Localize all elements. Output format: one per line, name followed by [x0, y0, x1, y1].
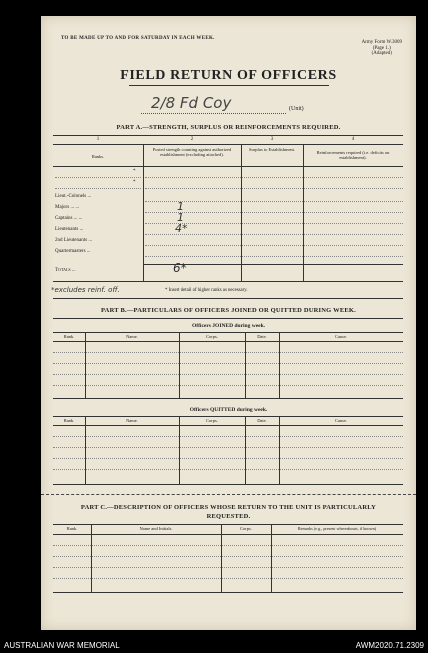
unit-handwritten: 2/8 Fd Coy	[151, 94, 232, 112]
col-num-2: 2	[190, 137, 194, 142]
quitted-vline	[279, 416, 280, 484]
part-c-vline	[221, 524, 222, 592]
rank-row-star-2: *	[133, 180, 136, 185]
quitted-head-rule-top	[53, 416, 403, 417]
credit-accession: AWM2020.71.2309	[355, 641, 424, 650]
col-head-reinforcements: Reinforcements required (i.e. deficits on establishment).	[316, 150, 390, 160]
row-line	[53, 447, 403, 448]
joined-vline	[85, 332, 86, 398]
col-num-3: 3	[270, 137, 274, 142]
joined-vline	[279, 332, 280, 398]
joined-col-date: Date.	[257, 334, 267, 339]
part-a-end-rule	[53, 298, 403, 299]
joined-col-name: Name.	[126, 334, 138, 339]
part-c-bottom-rule	[53, 592, 403, 593]
quitted-bottom-rule	[53, 484, 403, 485]
quitted-vline	[85, 416, 86, 484]
totals-value: 6*	[173, 261, 187, 275]
part-a-footnote: * Insert detail of higher ranks as necessary.	[165, 288, 248, 293]
part-c-top-rule	[53, 524, 403, 525]
rank-row-star-1: *	[133, 169, 136, 174]
title-underline	[129, 85, 329, 86]
form-page	[41, 16, 416, 630]
part-c-col-rank: Rank.	[66, 526, 78, 531]
row-line	[53, 436, 403, 437]
form-number	[362, 40, 402, 57]
joined-col-corps: Corps.	[206, 334, 218, 339]
joined-vline	[245, 332, 246, 398]
rank-row-majors: Majors ... ...	[55, 205, 80, 210]
page-title: FIELD RETURN OF OFFICERS	[120, 68, 337, 83]
row-line	[53, 352, 403, 353]
col-num-1: 1	[96, 137, 100, 142]
row-line	[145, 245, 403, 246]
rank-row-2nd-lieutenants: 2nd Lieutenants ...	[55, 238, 93, 243]
totals-label: Totals ...	[55, 268, 76, 273]
rank-dotline	[55, 188, 141, 189]
part-c-head-rule	[53, 534, 403, 535]
row-line	[53, 458, 403, 459]
part-a-vline-1	[143, 144, 144, 281]
col-num-rule	[53, 144, 403, 145]
quitted-col-date: Date.	[257, 418, 267, 423]
part-a-bottom-rule	[53, 281, 403, 282]
row-line	[53, 578, 403, 579]
rank-row-lieut-colonels: Lieut.-Colonels ...	[55, 194, 92, 199]
value-captains: 1	[177, 211, 184, 224]
form-number-label: Army Form W.3009	[361, 40, 402, 45]
joined-head-rule-top	[53, 332, 403, 333]
row-line	[53, 469, 403, 470]
col-head-rule	[53, 166, 403, 167]
col-num-4: 4	[351, 137, 355, 142]
part-c-title-line1: PART C.—DESCRIPTION OF OFFICERS WHOSE RETURN TO THE UNIT IS PARTICULARLY	[80, 504, 377, 511]
row-line	[145, 177, 403, 178]
part-c-col-name: Name and Initials.	[139, 526, 173, 531]
joined-bottom-rule	[53, 398, 403, 399]
quitted-col-corps: Corps.	[206, 418, 218, 423]
joined-col-cause: Cause.	[334, 334, 348, 339]
row-line	[145, 256, 403, 257]
quitted-col-name: Name.	[126, 418, 138, 423]
quitted-col-rank: Rank.	[63, 418, 75, 423]
col-head-posted: Posted strength counting against authorized establishment (excluding attached).	[152, 147, 232, 157]
quitted-vline	[179, 416, 180, 484]
hand-note: *excludes reinf. off.	[51, 286, 120, 294]
part-b-top-rule	[53, 318, 403, 319]
part-c-title-line2: REQUESTED.	[206, 513, 251, 520]
rank-row-quartermasters: Quartermasters ...	[55, 249, 91, 254]
quitted-vline	[245, 416, 246, 484]
part-c-vline	[91, 524, 92, 592]
value-majors: 1	[177, 200, 184, 213]
part-b-title: PART B.—PARTICULARS OF OFFICERS JOINED OR QUITTED DURING WEEK.	[100, 307, 356, 314]
quitted-title: Officers QUITTED during week.	[189, 407, 268, 413]
rank-row-captains: Captains ... ...	[55, 216, 83, 221]
row-line	[53, 556, 403, 557]
rank-dotline	[55, 177, 141, 178]
joined-col-rank: Rank.	[63, 334, 75, 339]
row-line	[53, 545, 403, 546]
col-head-surplus: Surplus to Establishment.	[248, 147, 296, 152]
joined-title: Officers JOINED during week.	[191, 323, 266, 329]
quitted-col-cause: Cause.	[334, 418, 348, 423]
form-page-label: (Page 1.)	[372, 45, 391, 51]
row-line	[53, 374, 403, 375]
part-a-title: PART A.—STRENGTH, SURPLUS OR REINFORCEMENTS REQUIRED.	[116, 124, 341, 131]
joined-vline	[179, 332, 180, 398]
credit-source: AUSTRALIAN WAR MEMORIAL	[4, 641, 120, 650]
joined-head-rule	[53, 341, 403, 342]
rank-row-lieutenants: Lieutenants ...	[55, 227, 84, 232]
part-c-col-corps: Corps.	[240, 526, 252, 531]
header-note: TO BE MADE UP TO AND FOR SATURDAY IN EACH WEEK.	[61, 36, 215, 41]
row-line	[53, 385, 403, 386]
value-lieutenants: 4*	[175, 222, 188, 235]
unit-dotted-line	[141, 113, 286, 114]
row-line	[145, 188, 403, 189]
quitted-head-rule	[53, 425, 403, 426]
part-c-col-remarks: Remarks (e.g., present whereabouts, if known)	[297, 526, 377, 531]
row-line	[53, 567, 403, 568]
perforation-line	[41, 494, 416, 495]
col-head-ranks: Ranks.	[91, 154, 105, 159]
form-adapted-label: (Adapted)	[371, 51, 392, 56]
part-c-vline	[271, 524, 272, 592]
unit-label: (Unit)	[289, 106, 304, 112]
part-a-top-rule	[53, 135, 403, 136]
row-line	[53, 363, 403, 364]
